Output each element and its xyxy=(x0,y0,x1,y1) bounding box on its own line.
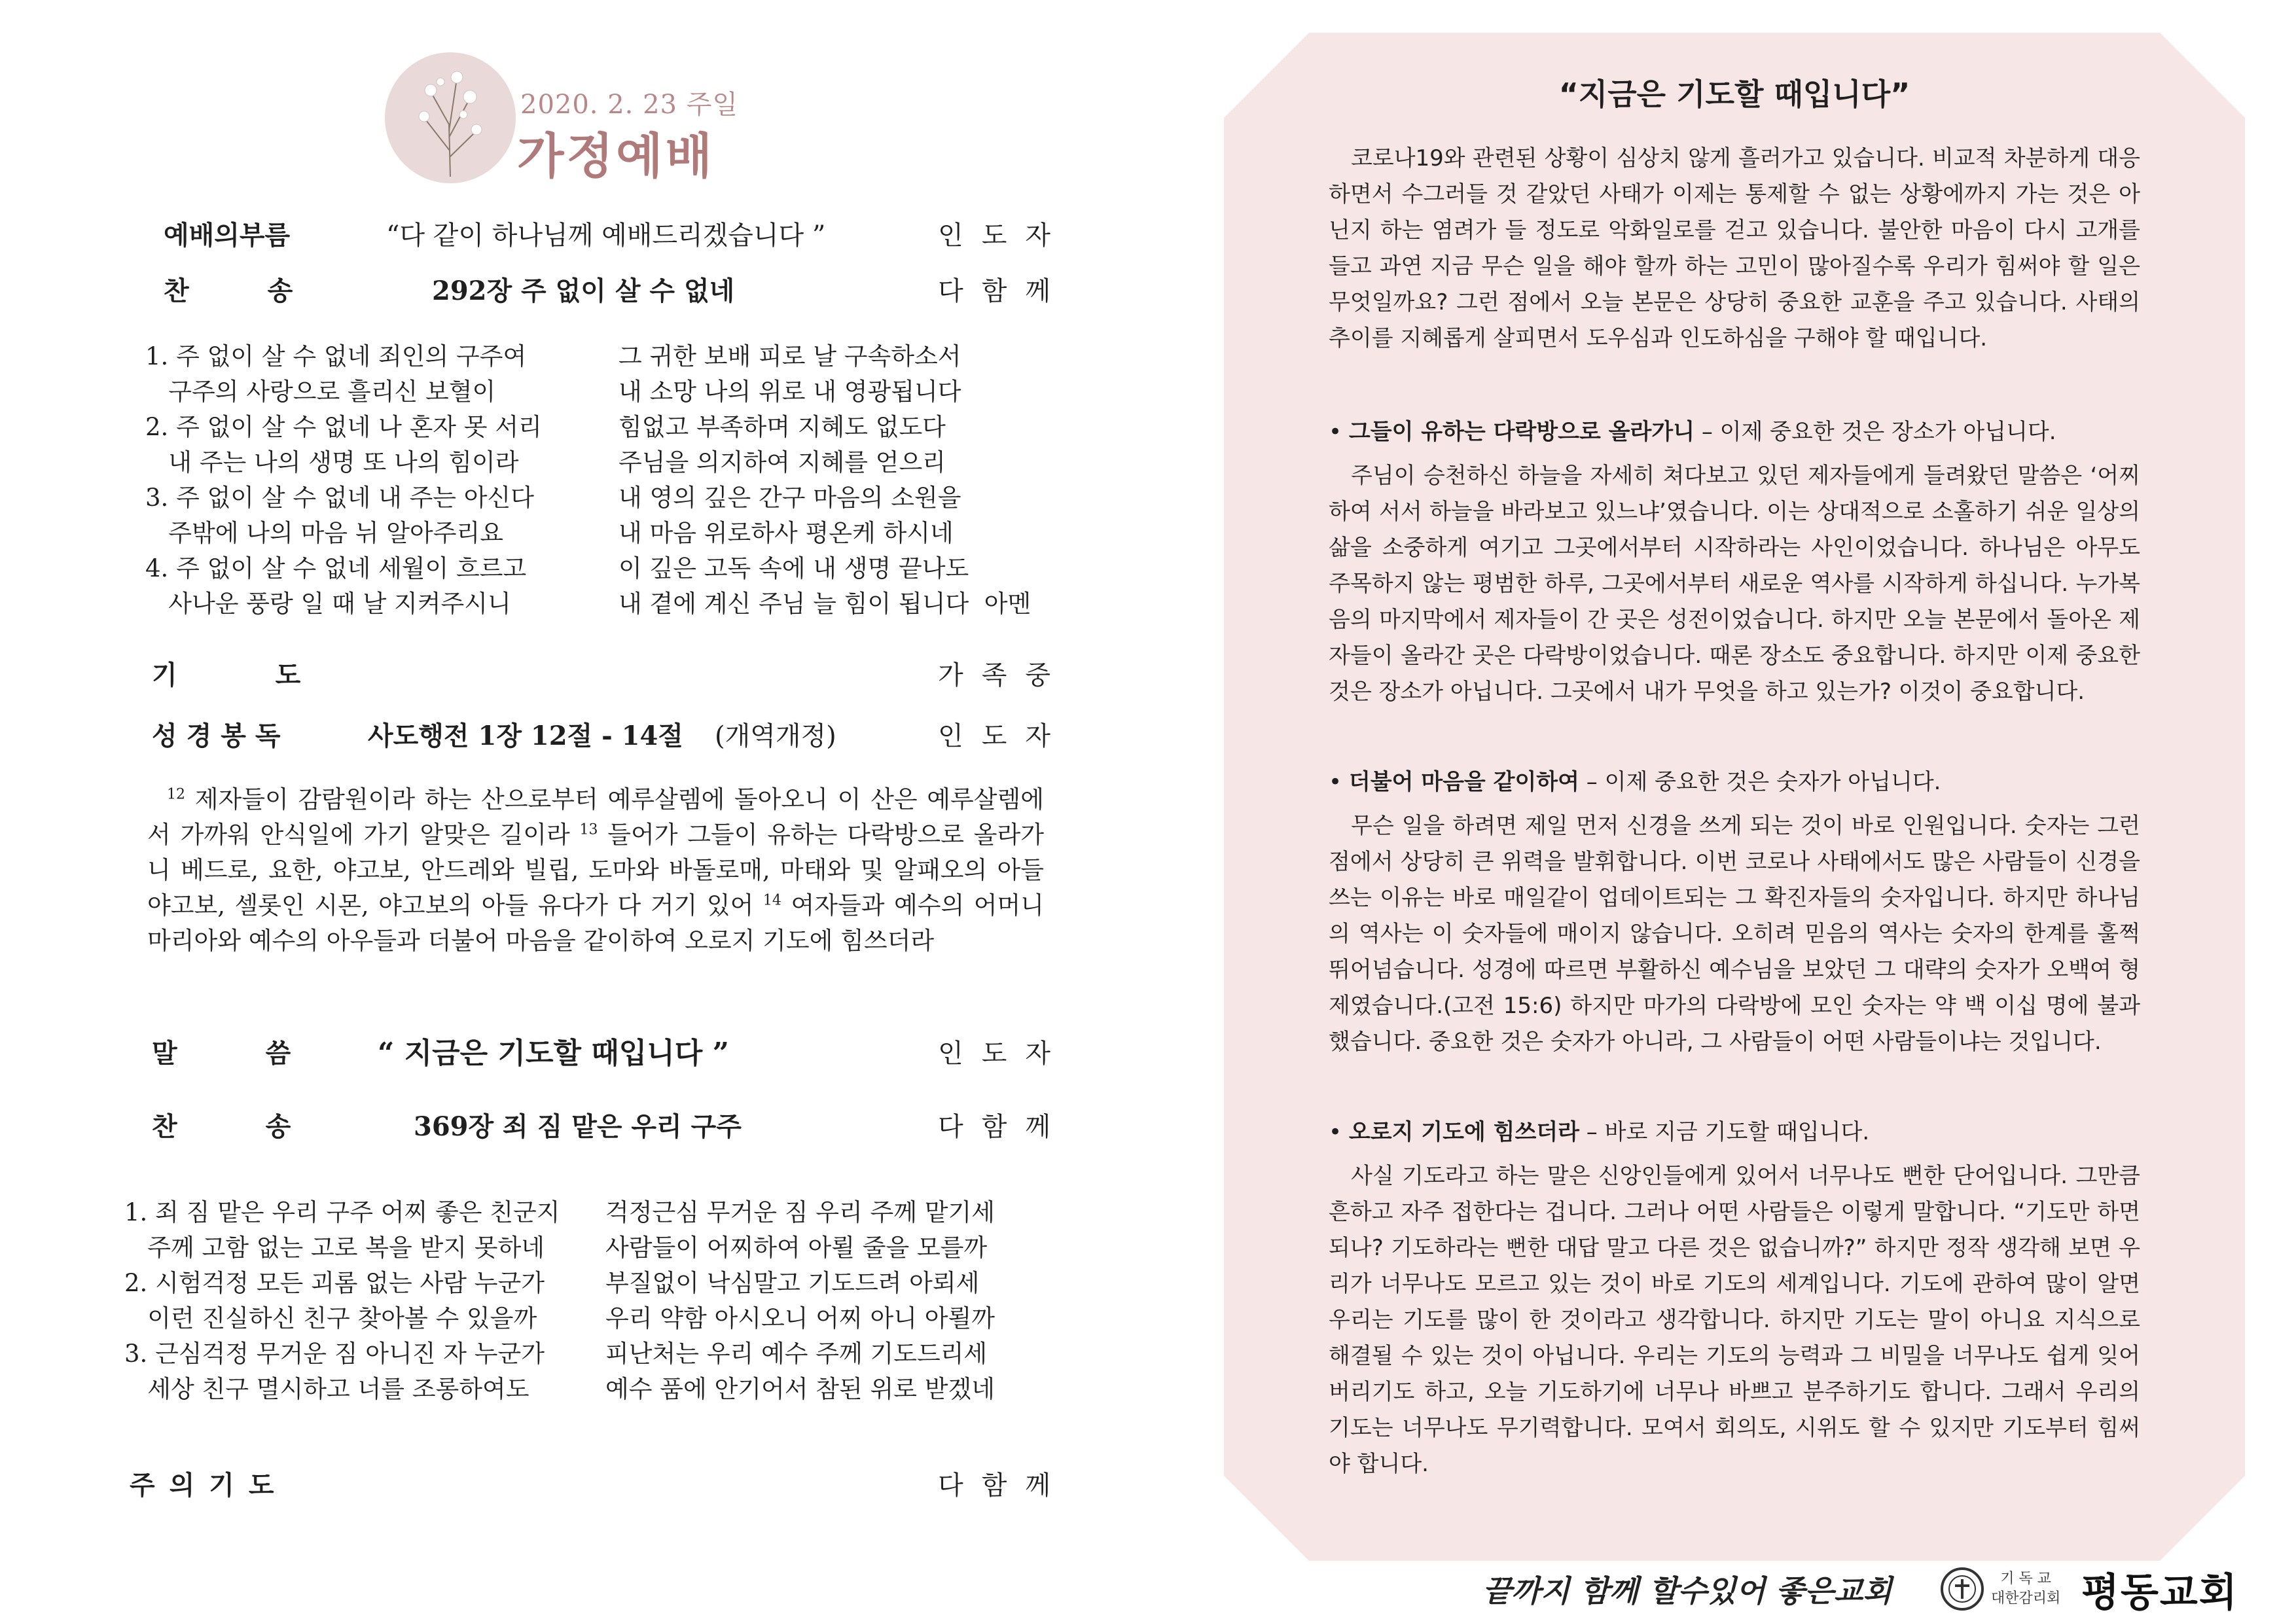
sermon-point-3 xyxy=(1329,1115,2140,1150)
lyric-line: 3. 주 없이 살 수 없네 내 주는 아신다 xyxy=(145,484,535,512)
order-call-row xyxy=(164,216,1069,255)
sermon-title: “지금은 기도할 때입니다” xyxy=(1558,77,1910,112)
order-leader: 인도자 xyxy=(938,1039,1069,1069)
order-text: 369장 죄 짐 맡은 우리 구주 xyxy=(414,1111,742,1142)
lyric-line: 내 곁에 계신 주님 늘 힘이 됩니다 아멘 xyxy=(619,590,1031,618)
church-name: 평동교회 xyxy=(2081,1570,2238,1616)
bullet-icon: • xyxy=(1329,419,1349,445)
scripture-version: (개역개정) xyxy=(715,721,836,751)
denomination-line: 대한감리회 xyxy=(1991,1590,2061,1607)
point-subheading: – 바로 지금 기도할 때입니다. xyxy=(1579,1119,1870,1145)
order-text: 292장 주 없이 살 수 없네 xyxy=(432,276,735,306)
verse-number: 14 xyxy=(762,892,781,909)
lyric-line: 우리 약함 아시오니 어찌 아니 아뢸까 xyxy=(605,1304,995,1332)
order-prayer-row xyxy=(152,656,1069,695)
lyric-line: 주께 고함 없는 고로 복을 받지 못하네 xyxy=(124,1234,545,1262)
scripture-text xyxy=(147,782,1044,959)
sermon-point-2 xyxy=(1329,764,2140,800)
church-slogan: 끝까지 함께 할수있어 좋은교회 xyxy=(1482,1573,1892,1609)
order-label: 기도 xyxy=(152,660,399,690)
lyric-line: 내 소망 나의 위로 내 영광됩니다 xyxy=(619,378,961,406)
point-heading: 그들이 유하는 다락방으로 올라가니 xyxy=(1348,419,1695,445)
flower-bouquet-icon xyxy=(385,52,516,183)
lyric-line: 2. 시험걱정 모든 괴롬 없는 사람 누군가 xyxy=(124,1269,545,1297)
sermon-point-1 xyxy=(1329,414,2140,450)
order-hymn2-row xyxy=(152,1107,1069,1147)
lyric-line: 이런 진실하신 친구 찾아볼 수 있을까 xyxy=(124,1304,537,1332)
lyric-line: 내 영의 깊은 간구 마음의 소원을 xyxy=(619,484,961,512)
lyric-line: 2. 주 없이 살 수 없네 나 혼자 못 서리 xyxy=(145,413,542,441)
lyric-line: 이 깊은 고독 속에 내 생명 끝나도 xyxy=(619,554,969,582)
order-label: 예배의부름 xyxy=(164,220,291,251)
order-leader: 인도자 xyxy=(938,721,1069,751)
sermon-point-2-body: 무슨 일을 하려면 제일 먼저 신경을 쓰게 되는 것이 바로 인원입니다. 숫자는 그런 점에서 상당히 큰 위력을 발휘합니다. 이번 코로나 사태에서도 많은 사람들이 신경을 쓰는 이유는 바로 매일같이 업데이트되는 그 확진자들의 숫자입니다. 하지만 하나님의 역사는 이 숫자들에 매이지 않습니다. 오히려 믿음의 역사는 숫자의 한계를 훌쩍 뛰어넘습니다. 성경에 따르면 부활하신 예수님을 보았던 그 대략의 숫자가 오백여 형제였습니다.(고전 15:6) 하지만 마가의 다락방에 모인 숫자는 약 백 이십 명에 불과했습니다. 중요한 것은 숫자가 아니라, 그 사람들이 어떤 사람들이냐는 것입니다. xyxy=(1329,813,2140,1055)
order-label: 말씀 xyxy=(152,1038,380,1069)
bullet-icon: • xyxy=(1329,769,1349,795)
denomination-label xyxy=(1991,1569,2060,1609)
lyric-line: 1. 주 없이 살 수 없네 죄인의 구주여 xyxy=(145,342,527,370)
service-date: 2020. 2. 23 주일 xyxy=(520,90,738,120)
order-sermon-row xyxy=(152,1034,1069,1073)
verse-text: 들어가 그들이 유하는 다락방으로 올라가니 베드로, 요한, 야고보, 안드레와 빌립, 도마와 바돌로매, 마태와 및 알패오의 아들 야고보, 셀롯인 시몬, 야고보의 아들 유다가 다 거기 있어 xyxy=(147,821,1045,919)
order-label: 주의기도 xyxy=(130,1470,289,1501)
lyric-line: 사람들이 어찌하여 아뢸 줄을 모를까 xyxy=(605,1234,988,1262)
order-text: “ 지금은 기도할 때입니다 ” xyxy=(378,1037,729,1070)
bullet-icon: • xyxy=(1329,1119,1349,1145)
lyric-line: 사나운 풍랑 일 때 날 지켜주시니 xyxy=(145,590,511,618)
lyric-line: 주밖에 나의 마음 뉘 알아주리요 xyxy=(145,519,503,547)
verse-text: 제자들이 감람원이라 하는 산으로부터 예루살렘에 돌아오니 이 산은 예루살렘에서 가까워 안식일에 가기 알맞은 길이라 xyxy=(147,785,1044,849)
order-leader: 가족중 xyxy=(938,660,1069,690)
order-label: 찬송 xyxy=(164,276,372,306)
sermon-intro: 코로나19와 관련된 상황이 심상치 않게 흘러가고 있습니다. 비교적 차분하게 대응하면서 수그러들 것 같았던 사태가 이제는 통제할 수 없는 상황에까지 가는 것은 아닌지 하는 염려가 들 정도로 악화일로를 걷고 있습니다. 불안한 마음이 다시 고개를 들고 과연 지금 무슨 일을 해야 할까 하는 고민이 많아질수록 우리가 힘써야 할 일은 무엇일까요? 그런 점에서 오늘 본문은 상당히 중요한 교훈을 주고 있습니다. 사태의 추이를 지혜롭게 살피면서 도우심과 인도하심을 구해야 할 때입니다. xyxy=(1329,145,2140,351)
order-hymn1-row xyxy=(164,272,1069,311)
denomination-line: 기 독 교 xyxy=(2000,1571,2051,1587)
scripture-reference: 사도행전 1장 12절 - 14절 xyxy=(368,721,683,751)
lyric-line: 1. 죄 짐 맡은 우리 구주 어찌 좋은 친군지 xyxy=(124,1198,560,1226)
lyric-line: 구주의 사랑으로 흘리신 보혈이 xyxy=(145,378,496,406)
lyric-line: 내 주는 나의 생명 또 나의 힘이라 xyxy=(145,448,519,476)
order-leader: 인도자 xyxy=(938,221,1069,251)
point-heading: 더불어 마음을 같이하여 xyxy=(1348,769,1579,795)
church-seal-icon xyxy=(1941,1567,1984,1611)
verse-number: 12 xyxy=(167,786,185,803)
point-heading: 오로지 기도에 힘쓰더라 xyxy=(1348,1119,1579,1145)
lyric-line: 피난처는 우리 예수 주께 기도드리세 xyxy=(605,1340,988,1368)
lyric-line: 힘없고 부족하며 지혜도 없도다 xyxy=(619,413,946,441)
lyric-line: 3. 근심걱정 무거운 짐 아니진 자 누군가 xyxy=(124,1340,545,1368)
point-subheading: – 이제 중요한 것은 장소가 아닙니다. xyxy=(1695,419,2056,445)
sermon-point-1-body: 주님이 승천하신 하늘을 자세히 쳐다보고 있던 제자들에게 들려왔던 말씀은 ‘어찌하여 서서 하늘을 바라보고 있느냐’였습니다. 이는 상대적으로 소홀하기 쉬운 일상의 삶을 소중하게 여기고 그곳에서부터 시작하라는 사인이었습니다. 하나님은 아무도 주목하지 않는 평범한 하루, 그곳에서부터 새로운 역사를 시작하게 하십니다. 누가복음의 마지막에서 제자들이 간 곳은 성전이었습니다. 하지만 오늘 본문에서 돌아온 제자들이 올라간 곳은 다락방이었습니다. 때론 장소도 중요합니다. 하지만 이제 중요한 것은 장소가 아닙니다. 그곳에서 내가 무엇을 하고 있는가? 이것이 중요합니다. xyxy=(1329,463,2140,705)
lyric-line: 그 귀한 보배 피로 날 구속하소서 xyxy=(619,342,961,370)
lyric-line: 내 마음 위로하사 평온케 하시네 xyxy=(619,519,954,547)
order-leader: 다함께 xyxy=(938,276,1069,306)
lyric-line: 주님을 의지하여 지혜를 얻으리 xyxy=(619,448,946,476)
order-leader: 다함께 xyxy=(938,1471,1069,1501)
order-label: 찬송 xyxy=(152,1111,380,1142)
order-label: 성경봉독 xyxy=(152,721,290,751)
verse-text: 여자들과 예수의 어머니 마리아와 예수의 아우들과 더불어 마음을 같이하여 오로지 기도에 힘쓰더라 xyxy=(147,891,1045,955)
order-reading-row xyxy=(152,717,1069,756)
point-subheading: – 이제 중요한 것은 숫자가 아닙니다. xyxy=(1579,769,1941,795)
lyric-line: 걱정근심 무거운 짐 우리 주께 맡기세 xyxy=(605,1198,995,1226)
verse-number: 13 xyxy=(579,821,598,838)
lyric-line: 4. 주 없이 살 수 없네 세월이 흐르고 xyxy=(145,554,527,582)
order-leader: 다함께 xyxy=(938,1112,1069,1142)
page-title: 가정예배 xyxy=(517,128,715,185)
lyric-line: 예수 품에 안기어서 참된 위로 받겠네 xyxy=(605,1375,995,1403)
lyric-line: 세상 친구 멸시하고 너를 조롱하여도 xyxy=(124,1375,529,1403)
lyric-line: 부질없이 낙심말고 기도드려 아뢰세 xyxy=(605,1269,980,1297)
order-text: “다 같이 하나님께 예배드리겠습니다 ” xyxy=(386,221,826,251)
sermon-point-3-body: 사실 기도라고 하는 말은 신앙인들에게 있어서 너무나도 뻔한 단어입니다. 그만큼 흔하고 자주 접한다는 겁니다. 그러나 어떤 사람들은 이렇게 말합니다. “기도만 하면 되나? 기도하라는 뻔한 대답 말고 다른 것은 없습니까?” 하지만 정작 생각해 보면 우리가 너무나도 모르고 있는 것이 바로 기도의 세계입니다. 기도에 관하여 많이 알면 우리는 기도를 많이 한 것이라고 생각합니다. 하지만 기도는 말이 아니요 지식으로 해결될 수 있는 것이 아닙니다. 우리는 기도의 능력과 그 비밀을 너무나도 쉽게 잊어버리기도 하고, 오늘 기도하기에 너무나 바쁘고 분주하기도 합니다. 그래서 우리의 기도는 너무나도 무기력합니다. 모여서 회의도, 시위도 할 수 있지만 기도부터 힘써야 합니다. xyxy=(1329,1163,2140,1477)
order-lords-prayer-row xyxy=(130,1466,1069,1505)
